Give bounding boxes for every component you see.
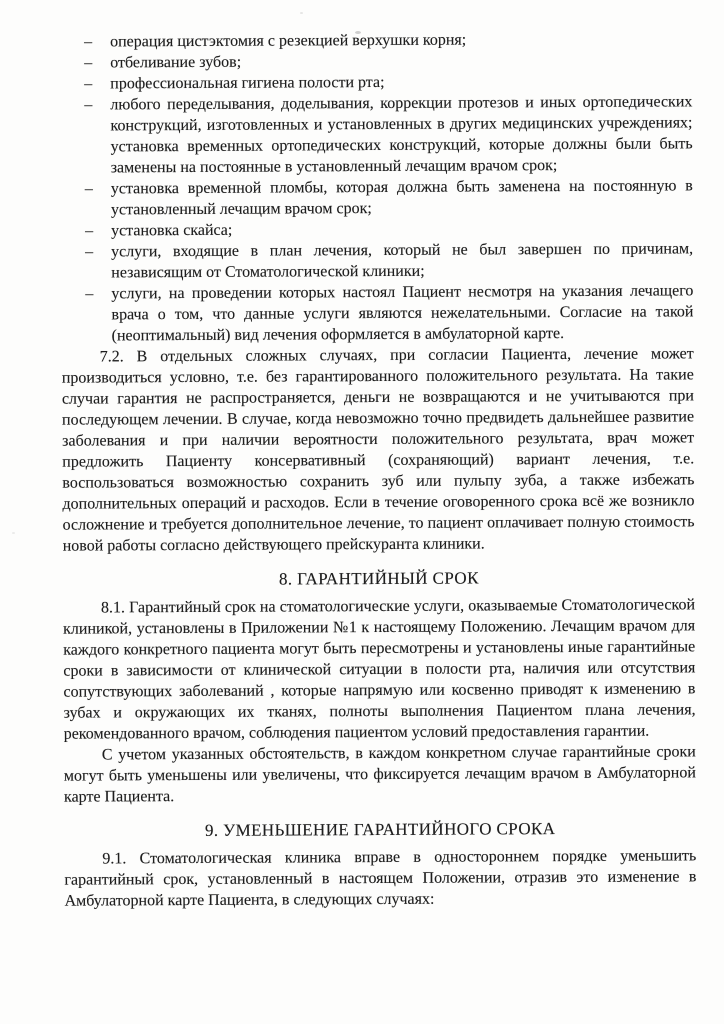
bullet-dash: – [84,180,93,198]
paragraph-7-2: 7.2. В отдельных сложных случаях, при согласии Пациента, лечение может производиться условно, т.е. без гарантированного положительного результата. На такие случаи гарантия не распространяется, деньги не возвращаются и не учитываются при последующем лечении. В случае, когда невозможно точно предвидеть дальнейшее развитие заболевания и при наличии вероятности положительного результата, врач может предложить Пациенту консервативный (сохраняющий) вариант лечения, т.е. воспользоваться возможностью сохранить зуб или пульпу зуба, а также избежать дополнительных операций и расходов. Если в течение оговоренного срока всё же возникло осложнение и требуется дополнительное лечение, то пациент оплачивает полную стоимость новой работы согласно действующего прейскуранта клиники. [61,345,695,555]
list-item-text: установка скайса; [111,221,233,240]
list-item-text: профессиональная гигиена полости рта; [110,73,385,93]
bullet-dash: – [84,54,93,72]
section-9-heading: 9. УМЕНЬШЕНИЕ ГАРАНТИЙНОГО СРОКА [204,819,556,840]
list-item [61,175,693,220]
exclusions-list [60,28,694,346]
bullet-dash: – [84,96,93,114]
list-item-text: операция цистэктомия с резекцией верхушки корня; [110,31,467,51]
list-item-text: отбеливание зубов; [110,53,242,72]
paragraph-9-1: 9.1. Стоматологическая клиника вправе в одностороннем порядке уменьшить гарантийный срок, установленный в настоящем Положении, отразив это изменение в Амбулаторной карте Пациента, в следующих случаях: [64,847,697,910]
section-8-heading: 8. ГАРАНТИЙНЫЙ СРОК [278,568,479,589]
scan-artifact [12,532,15,534]
scan-artifact [300,12,303,14]
list-item [61,238,693,283]
list-item-text: услуги, входящие в план лечения, который не был завершен по причинам, независящим от Стоматологической клиники; [111,240,694,282]
list-item [61,280,693,346]
bullet-dash: – [84,75,93,93]
list-item-text: услуги, на проведении которых настоял Пациент несмотря на указания лечащего врача о том, что данные услуги являются нежелательными. Согласие на такой (неоптимальный) вид лечения оформляется в амбулаторной карте. [111,282,694,345]
paragraph-8-2: С учетом указанных обстоятельств, в каждом конкретном случае гарантийные сроки могут быть уменьшены или увеличены, что фиксируется лечащим врачом в Амбулаторной карте Пациента. [63,743,696,806]
bullet-dash: – [85,285,94,303]
bullet-dash: – [84,33,93,51]
list-item-text: любого переделывания, доделывания, коррекции протезов и иных ортопедических конструкций, изготовленных и установленных в других медицинских учреждениях; установка временных ортопедических конструкций, которые должны были быть заменены на постоянные в установленный лечащим врачом срок; [110,93,693,177]
list-item-text: установка временной пломбы, которая должна быть заменена на постоянную в установленный лечащим врачом срок; [110,177,693,219]
bullet-dash: – [85,243,94,261]
bullet-dash: – [85,222,94,240]
document-content [60,28,697,911]
list-item [60,91,692,178]
paragraph-8-1: 8.1. Гарантийный срок на стоматологические услуги, оказываемые Стоматологической клиникой, установлены в Приложении №1 к настоящему Положению. Лечащим врачом для каждого конкретного пациента могут быть пересмотрены и установлены иные гарантийные сроки в зависимости от клинической ситуации в полости рта, наличия или отсутствия сопутствующих заболеваний , которые напрямую или косвенно приводят к изменению в зубах и окружающих их тканях, полноты выполнения Пациентом плана лечения, рекомендованного врачом, соблюдения пациентом условий предоставления гарантии. [63,596,696,743]
